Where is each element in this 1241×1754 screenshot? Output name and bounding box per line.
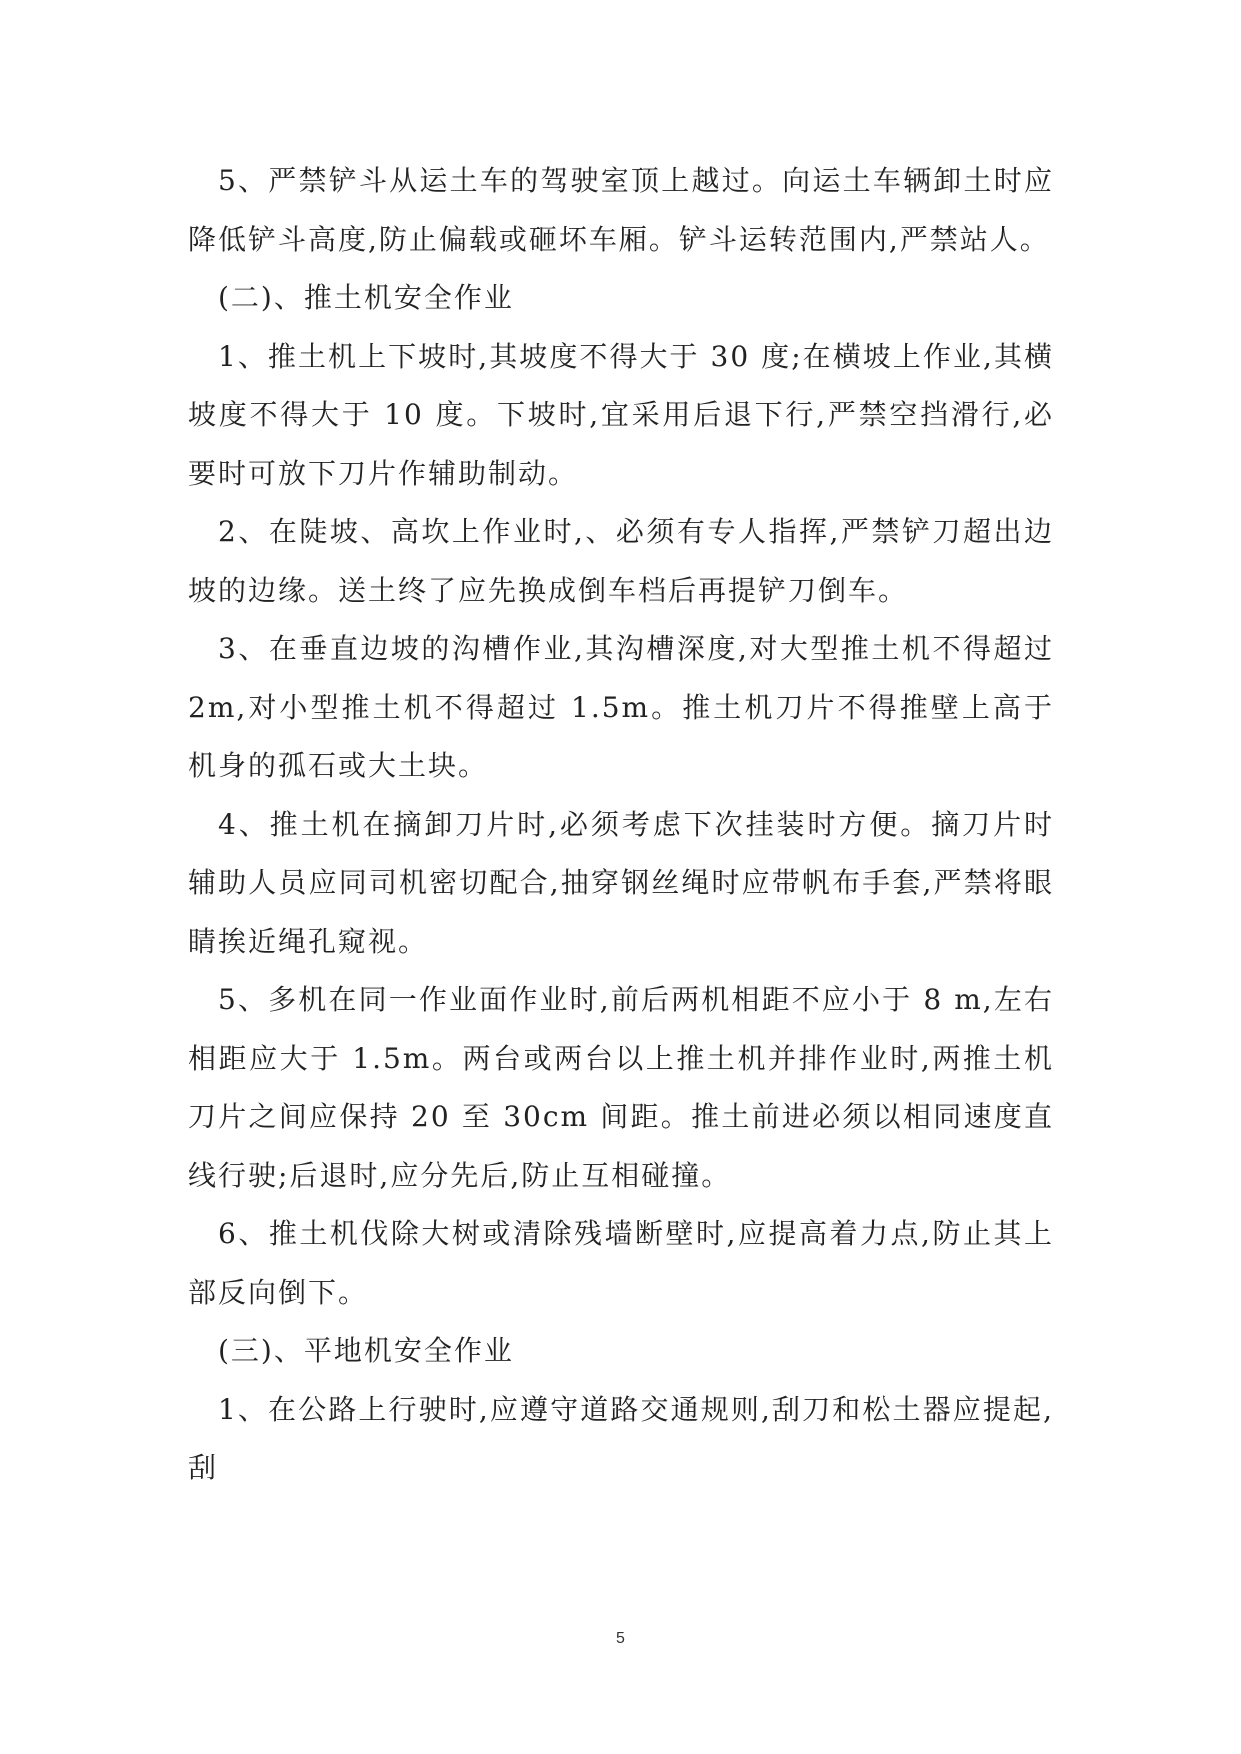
section-heading-grader: (三)、平地机安全作业 bbox=[218, 1334, 514, 1367]
paragraph-bulldozer-rule-4: 4、推土机在摘卸刀片时,必须考虑下次挂装时方便。摘刀片时辅助人员应同司机密切配合,抽穿钢丝绳时应带帆布手套,严禁将眼睛挨近绳孔窥视。 bbox=[188, 807, 1054, 958]
document-body bbox=[188, 152, 1065, 1498]
paragraph-bulldozer-rule-3: 3、在垂直边坡的沟槽作业,其沟槽深度,对大型推土机不得超过 2m,对小型推土机不得超过 1.5m。推土机刀片不得推壁上高于机身的孤石或大土块。 bbox=[188, 632, 1065, 782]
paragraph-bulldozer-rule-5: 5、多机在同一作业面作业时,前后两机相距不应小于 8 m,左右相距应大于 1.5m。两台或两台以上推土机并排作业时,两推土机刀片之间应保持 20 至 30cm 间距。推土前进必须以相同速度直线行驶;后退时,应分先后,防止互相碰撞。 bbox=[188, 983, 1054, 1192]
paragraph-excavator-rule-5: 5、严禁铲斗从运土车的驾驶室顶上越过。向运土车辆卸土时应降低铲斗高度,防止偏载或砸坏车厢。铲斗运转范围内,严禁站人。 bbox=[188, 164, 1054, 256]
paragraph-bulldozer-rule-2: 2、在陡坡、高坎上作业时,、必须有专人指挥,严禁铲刀超出边坡的边缘。送土终了应先换成倒车档后再提铲刀倒车。 bbox=[188, 515, 1054, 607]
paragraph-bulldozer-rule-6: 6、推土机伐除大树或清除残墙断壁时,应提高着力点,防止其上部反向倒下。 bbox=[188, 1217, 1054, 1309]
paragraph-bulldozer-rule-1: 1、推土机上下坡时,其坡度不得大于 30 度;在横坡上作业,其横坡度不得大于 10 度。下坡时,宜采用后退下行,严禁空挡滑行,必要时可放下刀片作辅助制动。 bbox=[188, 339, 1054, 490]
page-number: 5 bbox=[616, 1630, 625, 1647]
section-heading-bulldozer: (二)、推土机安全作业 bbox=[218, 281, 514, 314]
paragraph-grader-rule-1: 1、在公路上行驶时,应遵守道路交通规则,刮刀和松土器应提起,刮 bbox=[188, 1392, 1054, 1484]
